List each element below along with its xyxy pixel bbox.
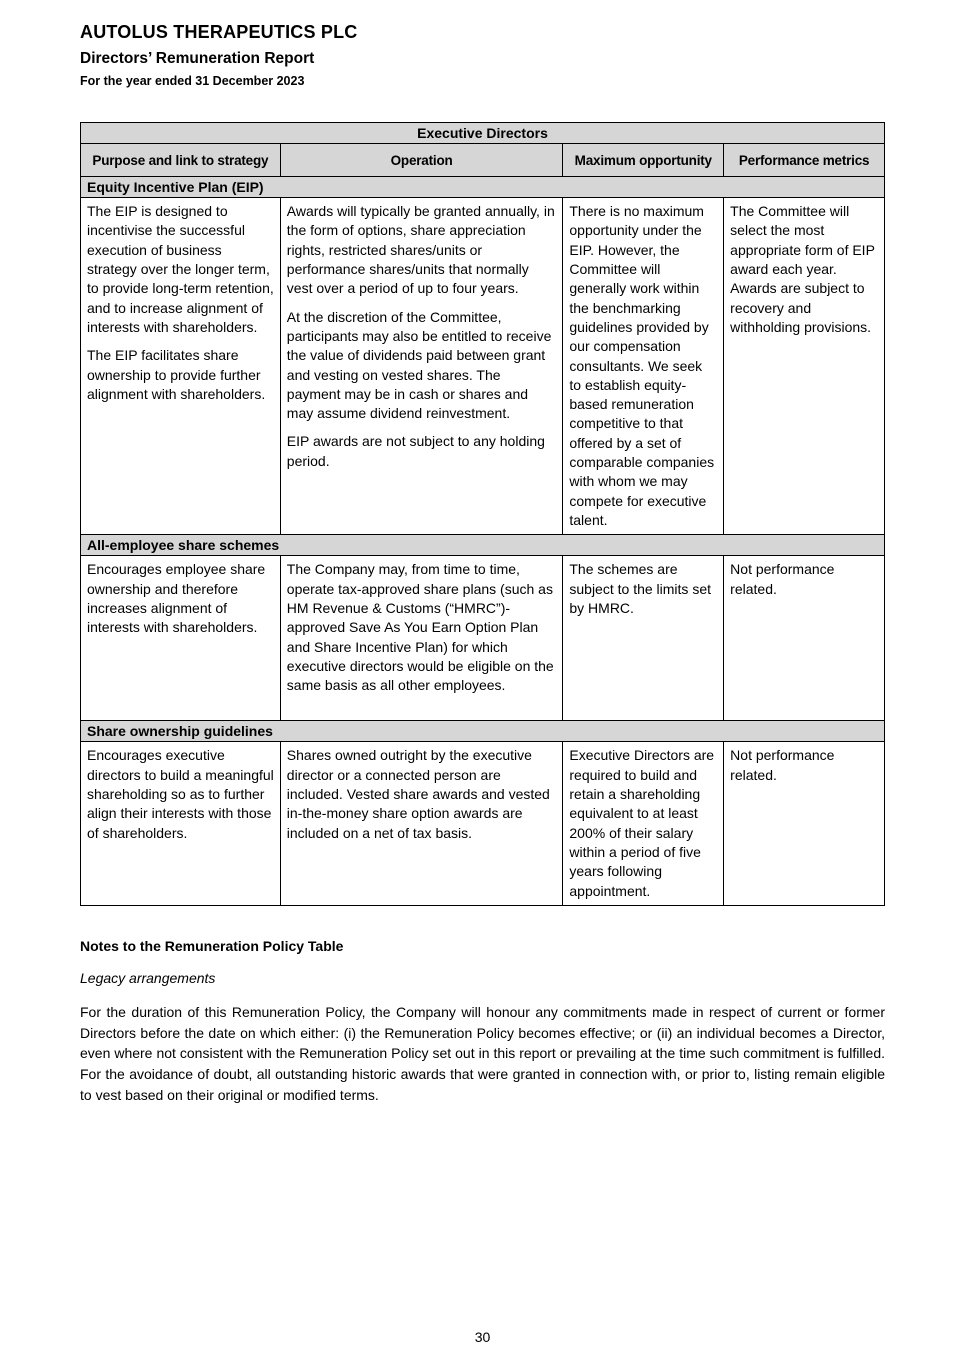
column-header-maximum-opportunity: Maximum opportunity xyxy=(563,144,724,177)
section-heading-eip: Equity Incentive Plan (EIP) xyxy=(81,177,885,198)
cell-all-employee-operation: The Company may, from time to time, operate tax-approved share plans (such as HM Revenue & Customs (“HMRC”)-approved Save As You Earn Option Plan and Share Incentive Plan) for which executive directors would be eligible on the same basis as all other employees. xyxy=(280,556,563,721)
table-column-header-row xyxy=(81,144,885,177)
table-row-share-ownership xyxy=(81,742,885,906)
company-name: AUTOLUS THERAPEUTICS PLC xyxy=(80,22,358,42)
cell-share-ownership-operation: Shares owned outright by the executive director or a connected person are included. Vested share awards and vested in-the-money share option awards are included on a net of tax basis. xyxy=(280,742,563,906)
table-banner: Executive Directors xyxy=(81,123,885,144)
report-subtitle: For the year ended 31 December 2023 xyxy=(80,74,305,88)
section-row-all-employee xyxy=(81,535,885,556)
table-banner-row xyxy=(81,123,885,144)
column-header-performance-metrics: Performance metrics xyxy=(724,144,885,177)
section-heading-share-ownership: Share ownership guidelines xyxy=(81,721,885,742)
remuneration-policy-table xyxy=(80,122,885,906)
table-row-all-employee xyxy=(81,556,885,721)
cell-eip-performance-metrics: The Committee will select the most appropriate form of EIP award each year. Awards are subject to recovery and withholding provisions. xyxy=(724,198,885,535)
section-row-share-ownership xyxy=(81,721,885,742)
column-header-purpose: Purpose and link to strategy xyxy=(81,144,281,177)
page-number: 30 xyxy=(474,1329,491,1345)
column-header-operation: Operation xyxy=(280,144,563,177)
notes-subheading: Legacy arrangements xyxy=(80,969,216,986)
cell-share-ownership-performance-metrics: Not performance related. xyxy=(724,742,885,906)
section-row-eip xyxy=(81,177,885,198)
cell-all-employee-purpose: Encourages employee share ownership and therefore increases alignment of interests with shareholders. xyxy=(81,556,281,721)
cell-all-employee-performance-metrics: Not performance related. xyxy=(724,556,885,721)
report-title: Directors’ Remuneration Report xyxy=(80,50,315,67)
cell-share-ownership-purpose: Encourages executive directors to build a meaningful shareholding so as to further align their interests with those of shareholders. xyxy=(81,742,281,906)
table-row-eip xyxy=(81,198,885,535)
notes-heading: Notes to the Remuneration Policy Table xyxy=(80,937,344,954)
cell-share-ownership-maximum-opportunity: Executive Directors are required to build and retain a shareholding equivalent to at least 200% of their salary within a period of five years following appointment. xyxy=(563,742,724,906)
cell-all-employee-maximum-opportunity: The schemes are subject to the limits set by HMRC. xyxy=(563,556,724,721)
notes-paragraph: For the duration of this Remuneration Policy, the Company will honour any commitments made in respect of current or former Directors before the date on which either: (i) the Remuneration Policy becomes effective; or (ii) an individual becomes a Director, even where not consistent with the Remuneration Policy set out in this report or prevailing at the time such commitment is fulfilled. For the avoidance of doubt, all outstanding historic awards that were granted in connection with, or prior to, listing remain eligible to vest based on their original or modified terms. xyxy=(80,1003,885,1103)
section-heading-all-employee: All-employee share schemes xyxy=(81,535,885,556)
cell-eip-operation: Awards will typically be granted annually, in the form of options, share appreciation rights, restricted shares/units or performance shares/units that normally vest over a period of up to four years. At the discretion of the Committee, participants may also be entitled to receive the value of dividends paid between grant and vesting on vested shares. The payment may be in cash or shares and may assume dividend reinvestment. EIP awards are not subject to any holding period. xyxy=(280,198,563,535)
cell-eip-maximum-opportunity: There is no maximum opportunity under the EIP. However, the Committee will generally work within the benchmarking guidelines provided by our compensation consultants. We seek to establish equity-based remuneration competitive to that offered by a set of comparable companies with whom we may compete for executive talent. xyxy=(563,198,724,535)
cell-eip-purpose: The EIP is designed to incentivise the successful execution of business strategy over the longer term, to provide long-term retention, and to increase alignment of interests with shareholders. The EIP facilitates share ownership to provide further alignment with shareholders. xyxy=(81,198,281,535)
